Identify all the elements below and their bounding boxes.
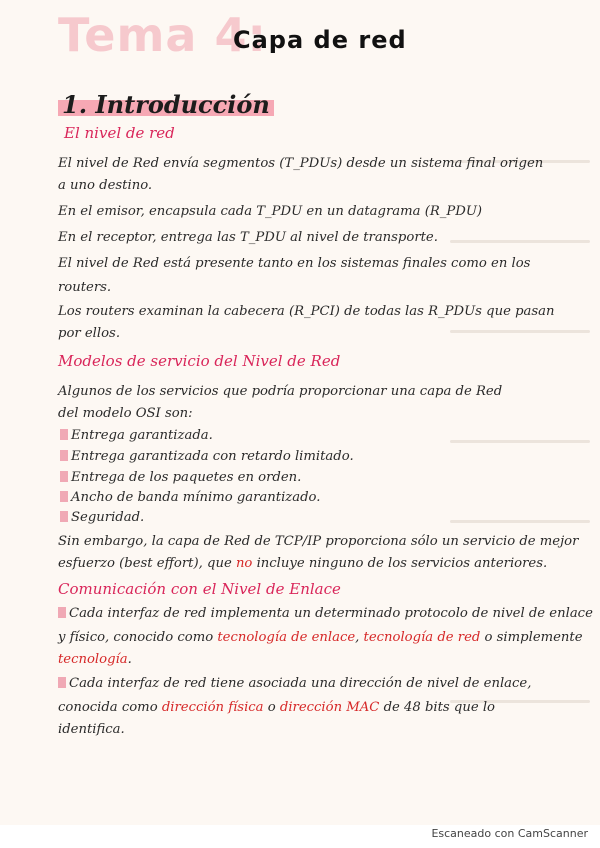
list-item: Seguridad.: [60, 506, 144, 529]
bleed-through-mark: [450, 440, 590, 443]
text-line: del modelo OSI son:: [58, 406, 193, 421]
bleed-through-mark: [450, 240, 590, 243]
list-item: Entrega garantizada.: [60, 424, 213, 447]
text-line: Sin embargo, la capa de Red de TCP/IP proporciona sólo un servicio de mejor: [58, 534, 579, 549]
text-line: Cada interfaz de red implementa un determinado protocolo de nivel de enlace: [58, 602, 593, 625]
bullet-marker: [60, 511, 68, 522]
bullet-marker: [60, 450, 68, 461]
text-line: El nivel de Red envía segmentos (T_PDUs) desde un sistema final origen: [58, 156, 544, 171]
text-line: y físico, conocido como tecnología de enlace, tecnología de red o simplemente: [58, 630, 583, 645]
subsection-heading-nivel-red: El nivel de red: [64, 124, 175, 142]
bullet-marker: [58, 677, 66, 688]
text-line: conocida como dirección física o dirección MAC de 48 bits que lo: [58, 700, 495, 715]
list-item: Ancho de banda mínimo garantizado.: [60, 486, 320, 509]
list-item: Entrega de los paquetes en orden.: [60, 466, 301, 489]
bullet-marker: [60, 471, 68, 482]
text-line: a uno destino.: [58, 178, 153, 193]
text-line: Los routers examinan la cabecera (R_PCI) de todas las R_PDUs que pasan: [58, 304, 555, 319]
bullet-marker: [60, 491, 68, 502]
bullet-marker: [58, 607, 66, 618]
subsection-heading-modelos: Modelos de servicio del Nivel de Red: [58, 352, 341, 370]
text-line: El nivel de Red está presente tanto en los sistemas finales como en los: [58, 256, 531, 271]
bleed-through-mark: [450, 330, 590, 333]
section-heading: 1. Introducción: [58, 90, 274, 119]
text-line: Cada interfaz de red tiene asociada una dirección de nivel de enlace,: [58, 672, 531, 695]
text-line: esfuerzo (best effort), que no incluye ninguno de los servicios anteriores.: [58, 556, 548, 571]
text-line: tecnología.: [58, 652, 132, 667]
bullet-marker: [60, 429, 68, 440]
text-line: Algunos de los servicios que podría proporcionar una capa de Red: [58, 384, 503, 399]
subsection-heading-comunicacion: Comunicación con el Nivel de Enlace: [58, 580, 341, 598]
list-item: Entrega garantizada con retardo limitado.: [60, 445, 354, 468]
scanner-watermark: Escaneado con CamScanner: [431, 827, 588, 840]
bleed-through-mark: [450, 520, 590, 523]
text-line: routers.: [58, 280, 112, 295]
text-line: En el receptor, entrega las T_PDU al nivel de transporte.: [58, 230, 438, 245]
text-line: identifica.: [58, 722, 125, 737]
page-title: [58, 8, 578, 68]
text-line: En el emisor, encapsula cada T_PDU en un datagrama (R_PDU): [58, 204, 483, 219]
tema-label: Tema 4:: [58, 8, 267, 62]
chapter-title: Capa de red: [233, 26, 407, 54]
text-line: por ellos.: [58, 326, 121, 341]
